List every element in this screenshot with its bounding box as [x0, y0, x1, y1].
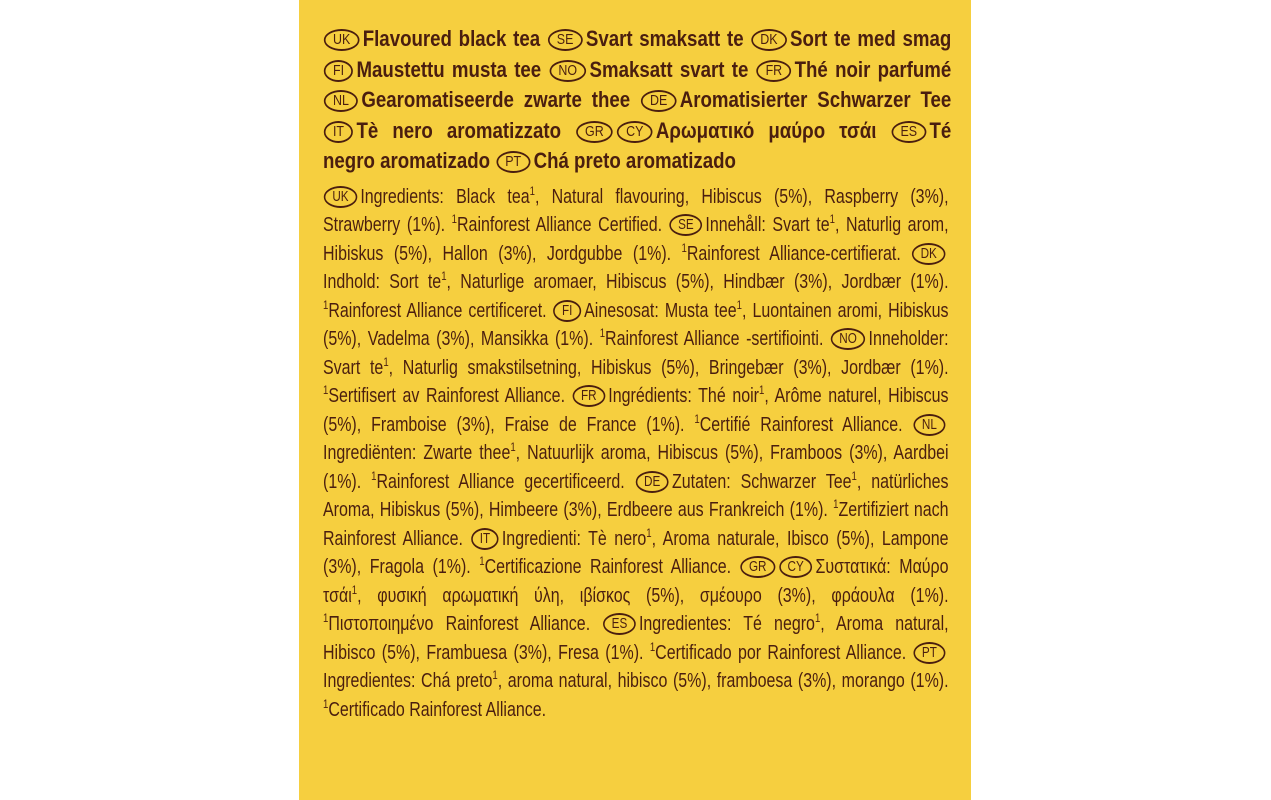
ingredients-text: , Arôme naturel, Hibiscus (5%), Framboise (3%), Fraise de France (1%).	[323, 384, 949, 436]
ingredients-text: Ingrédients: Thé noir	[608, 384, 759, 407]
language-code-badge: FR	[756, 60, 791, 82]
ingredients-text: Ainesosat: Musta tee	[584, 298, 737, 322]
product-name-pt: Chá preto aromatizado	[533, 148, 736, 173]
ingredients-text: , aroma natural, hibisco (5%), framboesa (3%), morango (1%).	[497, 669, 949, 692]
ingredients-text: Ingredients: Black tea	[360, 184, 530, 208]
certification-note: Certifié Rainforest Alliance.	[699, 412, 903, 436]
product-name-es: Té negro aromatizado	[323, 117, 952, 173]
language-code-badge: DK	[751, 29, 787, 51]
product-name-gr: Αρωματικό μαύρο τσάι	[655, 117, 877, 143]
language-code-badge: GR	[740, 556, 775, 578]
ingredients-text: Ingredienti: Tè nero	[501, 526, 647, 550]
language-code-badge: PT	[496, 151, 530, 173]
language-code-badge: SE	[669, 214, 702, 236]
language-code-badge: ES	[603, 613, 636, 635]
ingredients-text: Συστατικά: Μαύρο τσάι	[323, 555, 949, 607]
language-code-badge: NL	[913, 414, 945, 436]
ingredients-text: , natürliches Aroma, Hibiskus (5%), Himbeere (3%), Erdbeere aus Frankreich (1%).	[323, 469, 949, 521]
language-code-badge: CY	[617, 121, 653, 143]
ingredients-text: , Luontainen aromi, Hibiskus (5%), Vadelma (3%), Mansikka (1%).	[323, 298, 949, 350]
language-code-badge: DE	[641, 90, 677, 112]
product-name-no: Smaksatt svart te	[589, 56, 749, 82]
footnote-marker: 1	[694, 411, 700, 426]
language-code-badge: PT	[913, 642, 945, 664]
footnote-marker: 1	[758, 383, 765, 398]
language-code-badge: SE	[548, 29, 583, 51]
product-name-it: Tè nero aromatizzato	[356, 117, 562, 143]
product-name-fi: Maustettu musta tee	[356, 56, 542, 82]
language-code-badge: DK	[912, 243, 945, 265]
language-code-badge: GR	[576, 121, 613, 143]
footnote-marker: 1	[371, 468, 377, 483]
footnote-marker: 1	[323, 611, 329, 626]
product-names-block	[323, 24, 951, 177]
tea-label-panel	[299, 0, 971, 800]
certification-note: Certificado por Rainforest Alliance.	[655, 640, 907, 664]
ingredients-text: Ingredientes: Té negro	[638, 612, 815, 635]
language-code-badge: IT	[324, 121, 353, 143]
ingredients-text: Ingredientes: Chá preto	[323, 669, 493, 692]
language-code-badge: NL	[324, 90, 358, 112]
language-code-badge: CY	[779, 556, 812, 578]
ingredients-text: Indhold: Sort te	[323, 270, 442, 293]
language-code-badge: ES	[891, 121, 926, 143]
product-name-nl: Gearomatiseerde zwarte thee	[361, 87, 631, 112]
footnote-marker: 1	[351, 582, 358, 597]
ingredients-text: , Natuurlijk aroma, Hibiscus (5%), Framboos (3%), Aardbei (1%).	[323, 441, 949, 493]
footnote-marker: 1	[492, 668, 498, 683]
language-code-badge: NO	[549, 60, 586, 82]
product-name-dk: Sort te med smag	[790, 26, 952, 51]
ingredients-text: , φυσική αρωματική ύλη, ιβίσκος (5%), σμέουρο (3%), φράουλα (1%).	[357, 583, 949, 607]
language-code-badge: FI	[553, 300, 581, 322]
certification-note: Certificazione Rainforest Alliance.	[484, 555, 732, 578]
footnote-marker: 1	[479, 554, 485, 569]
product-name-de: Aromatisierter Schwarzer Tee	[679, 87, 952, 112]
certification-note: Πιστοποιημένο Rainforest Alliance.	[328, 612, 591, 635]
product-name-se: Svart smaksatt te	[585, 26, 744, 51]
footnote-marker: 1	[736, 297, 742, 312]
footnote-marker: 1	[833, 497, 839, 512]
footnote-marker: 1	[323, 297, 329, 312]
certification-note: Rainforest Alliance -sertifiointi.	[605, 327, 824, 350]
product-name-uk: Flavoured black tea	[362, 26, 541, 51]
certification-note: Rainforest Alliance Certified.	[457, 213, 663, 236]
certification-note: Rainforest Alliance-certifierat.	[686, 241, 901, 265]
footnote-marker: 1	[814, 611, 821, 626]
ingredients-text: Innehåll: Svart te	[705, 213, 830, 236]
footnote-marker: 1	[829, 212, 835, 227]
footnote-marker: 1	[649, 639, 656, 654]
footnote-marker: 1	[441, 269, 447, 284]
ingredients-text: , Aroma natural, Hibisco (5%), Frambuesa (3%), Fresa (1%).	[323, 612, 949, 664]
footnote-marker: 1	[646, 525, 652, 540]
certification-note: Certificado Rainforest Alliance.	[328, 697, 547, 721]
language-code-badge: NO	[831, 328, 866, 350]
footnote-marker: 1	[529, 183, 535, 198]
footnote-marker: 1	[383, 354, 389, 369]
ingredients-text: Zutaten: Schwarzer Tee	[671, 469, 852, 493]
ingredients-text: , Naturlige aromaer, Hibiscus (5%), Hindbær (3%), Jordbær (1%).	[446, 270, 949, 293]
footnote-marker: 1	[323, 383, 329, 398]
language-code-badge: UK	[324, 29, 360, 51]
ingredients-text: Inneholder: Svart te	[323, 327, 949, 379]
certification-note: Rainforest Alliance gecertificeerd.	[376, 469, 625, 493]
footnote-marker: 1	[599, 326, 606, 341]
product-name-fr: Thé noir parfumé	[794, 56, 952, 82]
language-code-badge: DE	[635, 471, 668, 493]
ingredients-text: , Natural flavouring, Hibiscus (5%), Raspberry (3%), Strawberry (1%).	[323, 184, 949, 236]
footnote-marker: 1	[323, 696, 329, 711]
footnote-marker: 1	[851, 468, 857, 483]
ingredients-text: , Naturlig smakstilsetning, Hibiskus (5%), Bringebær (3%), Jordbær (1%).	[388, 355, 949, 379]
ingredients-text: , Naturlig arom, Hibiskus (5%), Hallon (3%), Jordgubbe (1%).	[323, 213, 949, 265]
language-code-badge: IT	[471, 528, 499, 550]
language-code-badge: FR	[572, 385, 605, 407]
footnote-marker: 1	[510, 440, 516, 455]
certification-note: Sertifisert av Rainforest Alliance.	[328, 384, 566, 407]
ingredients-text: , Aroma naturale, Ibisco (5%), Lampone (3%), Fragola (1%).	[323, 526, 949, 578]
ingredients-block	[323, 183, 949, 725]
footnote-marker: 1	[451, 212, 458, 227]
ingredients-text: Ingrediënten: Zwarte thee	[323, 441, 511, 464]
footnote-marker: 1	[681, 240, 687, 255]
certification-note: Rainforest Alliance certificeret.	[328, 298, 547, 322]
language-code-badge: UK	[324, 186, 357, 208]
certification-note: Zertifiziert nach Rainforest Alliance.	[323, 498, 949, 550]
language-code-badge: FI	[324, 60, 353, 82]
